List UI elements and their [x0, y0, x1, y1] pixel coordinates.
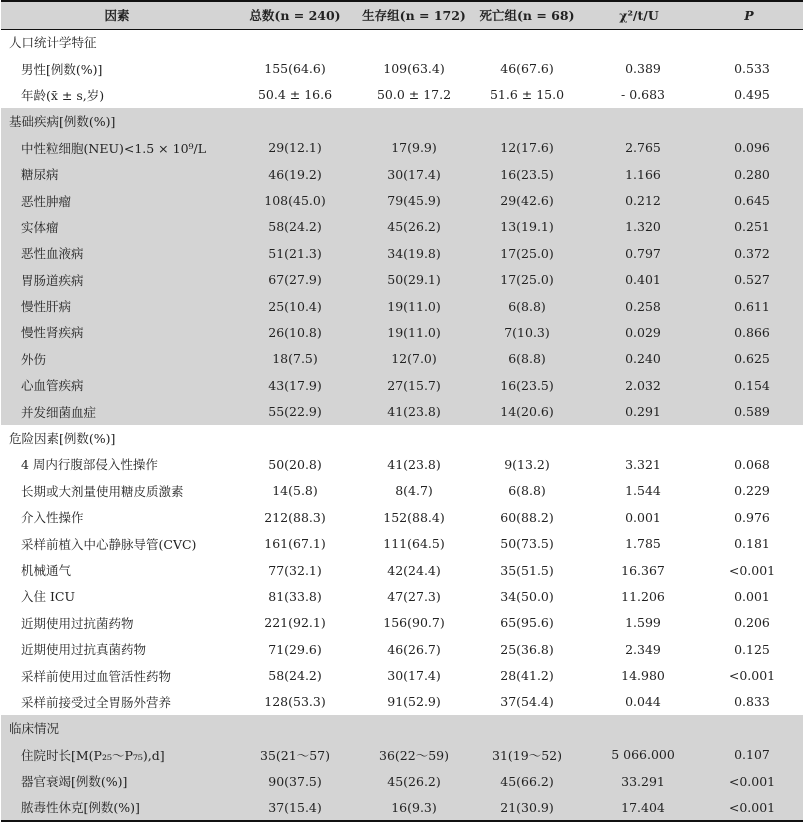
cell-survival: 30(17.4) [387, 668, 441, 684]
cell-survival: 45(26.2) [387, 773, 441, 789]
cell-total: 77(32.1) [268, 562, 322, 578]
cell-survival: 19(11.0) [387, 298, 441, 314]
cell-death: 13(19.1) [500, 219, 554, 235]
table-row [1, 267, 803, 293]
section-title: 人口统计学特征 [9, 35, 97, 51]
table-row [1, 346, 803, 372]
cell-stat: 0.797 [625, 245, 661, 261]
cell-death: 50(73.5) [500, 536, 554, 552]
cell-survival: 12(7.0) [391, 351, 437, 367]
cell-death: 65(95.6) [500, 615, 554, 631]
table-row [1, 135, 803, 161]
table-row [1, 794, 803, 820]
cell-stat: 0.044 [625, 694, 661, 710]
table-row [1, 768, 803, 794]
cell-death: 6(8.8) [508, 483, 546, 499]
cell-p: 0.589 [734, 404, 770, 420]
cell-p: <0.001 [728, 773, 776, 789]
cell-stat: 11.206 [621, 588, 665, 604]
cell-death: 9(13.2) [504, 456, 550, 472]
cell-p: 0.611 [734, 298, 770, 314]
cell-total: 81(33.8) [268, 588, 322, 604]
row-label: 采样前使用过血管活性药物 [21, 668, 172, 684]
row-label: 恶性肿瘤 [21, 193, 72, 209]
row-label: 中性粒细胞(NEU)<1.5 × 10⁹/L [21, 140, 207, 156]
cell-total: 55(22.9) [268, 404, 322, 420]
cell-stat: - 0.683 [621, 87, 665, 103]
row-label: 心血管疾病 [21, 378, 84, 394]
table-row [1, 372, 803, 398]
cell-stat: 33.291 [621, 773, 665, 789]
cell-survival: 47(27.3) [387, 588, 441, 604]
cell-survival: 41(23.8) [387, 404, 441, 420]
row-label: 胃肠道疾病 [21, 272, 84, 288]
cell-stat: 1.599 [625, 615, 661, 631]
table-row [1, 187, 803, 213]
cell-death: 16(23.5) [500, 377, 554, 393]
section-title: 基础疾病[例数(%)] [9, 114, 116, 130]
table-row [1, 636, 803, 662]
header-survival: 生存组(n = 172) [362, 8, 466, 24]
row-label: 采样前接受过全胃肠外营养 [21, 694, 172, 710]
row-label: 外伤 [21, 351, 47, 367]
cell-total: 51(21.3) [268, 245, 322, 261]
cell-p: 0.251 [734, 219, 770, 235]
cell-stat: 2.765 [625, 140, 661, 156]
header-death: 死亡组(n = 68) [479, 8, 575, 24]
cell-p: 0.625 [734, 351, 770, 367]
cell-death: 6(8.8) [508, 351, 546, 367]
row-label: 年龄(x̄ ± s,岁) [21, 87, 105, 103]
row-label: 入住 ICU [21, 589, 76, 605]
table-row [1, 82, 803, 108]
cell-death: 46(67.6) [500, 61, 554, 77]
cell-death: 17(25.0) [500, 245, 554, 261]
cell-stat: 16.367 [621, 562, 665, 578]
row-label: 并发细菌血症 [21, 404, 97, 420]
cell-stat: 17.404 [621, 799, 665, 815]
cell-survival: 16(9.3) [391, 799, 437, 815]
table-row [1, 530, 803, 556]
cell-total: 43(17.9) [268, 377, 322, 393]
cell-total: 212(88.3) [264, 509, 326, 525]
cell-p: 0.068 [734, 456, 770, 472]
cell-death: 12(17.6) [500, 140, 554, 156]
cell-death: 25(36.8) [500, 641, 554, 657]
cell-survival: 34(19.8) [387, 245, 441, 261]
cell-stat: 1.785 [625, 536, 661, 552]
cell-p: 0.527 [734, 272, 770, 288]
cell-p: <0.001 [728, 562, 776, 578]
cell-survival: 8(4.7) [395, 483, 433, 499]
table-body [1, 29, 803, 821]
table-row [1, 557, 803, 583]
cell-p: 0.096 [734, 140, 770, 156]
cell-stat: 3.321 [625, 456, 661, 472]
cell-total: 221(92.1) [264, 615, 326, 631]
cell-survival: 50(29.1) [387, 272, 441, 288]
cell-total: 128(53.3) [264, 694, 326, 710]
cell-death: 6(8.8) [508, 298, 546, 314]
cell-death: 45(66.2) [500, 773, 554, 789]
cell-p: 0.206 [734, 615, 770, 631]
cell-p: 0.645 [734, 193, 770, 209]
cell-p: 0.833 [734, 694, 770, 710]
cell-death: 21(30.9) [500, 799, 554, 815]
table-row [1, 610, 803, 636]
cell-stat: 0.258 [625, 298, 661, 314]
cell-death: 17(25.0) [500, 272, 554, 288]
row-label: 住院时长[M(P₂₅～P₇₅),d] [21, 747, 165, 763]
cell-p: 0.107 [734, 747, 770, 763]
cell-total: 14(5.8) [272, 483, 318, 499]
table-row [1, 742, 803, 768]
cell-survival: 152(88.4) [383, 509, 445, 525]
row-label: 恶性血液病 [21, 246, 84, 262]
table-row [1, 240, 803, 266]
table-row [1, 451, 803, 477]
cell-death: 7(10.3) [504, 324, 550, 340]
cell-p: 0.154 [734, 377, 770, 393]
cell-survival: 30(17.4) [387, 166, 441, 182]
cell-total: 50(20.8) [268, 456, 322, 472]
cell-survival: 46(26.7) [387, 641, 441, 657]
table-row [1, 504, 803, 530]
cell-p: 0.495 [734, 87, 770, 103]
cell-survival: 41(23.8) [387, 456, 441, 472]
cell-total: 25(10.4) [268, 298, 322, 314]
cell-total: 90(37.5) [268, 773, 322, 789]
cell-total: 58(24.2) [268, 219, 322, 235]
cell-stat: 1.320 [625, 219, 661, 235]
row-label: 机械通气 [21, 563, 72, 578]
row-label: 长期或大剂量使用糖皮质激素 [21, 483, 184, 499]
row-label: 男性[例数(%)] [21, 61, 103, 77]
row-label: 脓毒性休克[例数(%)] [21, 800, 140, 816]
table-row [1, 662, 803, 688]
cell-survival: 27(15.7) [387, 377, 441, 393]
cell-p: 0.125 [734, 641, 770, 657]
cell-total: 35(21～57) [260, 747, 330, 763]
table-row [1, 55, 803, 81]
cell-total: 18(7.5) [272, 351, 318, 367]
cell-total: 46(19.2) [268, 166, 322, 182]
row-label: 采样前植入中心静脉导管(CVC) [21, 536, 197, 552]
table-row [1, 583, 803, 609]
row-label: 4 周内行腹部侵入性操作 [21, 457, 158, 473]
row-label: 器官衰竭[例数(%)] [21, 774, 128, 790]
cell-p: 0.533 [734, 61, 770, 77]
cell-survival: 156(90.7) [383, 615, 445, 631]
cell-survival: 79(45.9) [387, 193, 441, 209]
cell-death: 35(51.5) [500, 562, 554, 578]
row-label: 慢性肝病 [21, 299, 72, 315]
table-header-row [1, 1, 803, 29]
results-table [1, 0, 803, 822]
section-header-row [1, 715, 803, 741]
cell-p: <0.001 [728, 799, 776, 815]
cell-total: 50.4 ± 16.6 [257, 87, 333, 103]
cell-p: 0.372 [734, 245, 770, 261]
cell-p: 0.229 [734, 483, 770, 499]
section-header-row [1, 108, 803, 134]
table-row [1, 319, 803, 345]
cell-stat: 0.029 [625, 324, 661, 340]
cell-stat: 2.032 [625, 377, 661, 393]
cell-survival: 36(22～59) [379, 747, 449, 763]
cell-survival: 17(9.9) [391, 140, 437, 156]
section-header-row [1, 29, 803, 55]
cell-p: 0.280 [734, 166, 770, 182]
cell-stat: 0.001 [625, 509, 661, 525]
cell-stat: 0.389 [625, 61, 661, 77]
section-header-row [1, 425, 803, 451]
cell-survival: 109(63.4) [383, 61, 445, 77]
header-total: 总数(n = 240) [249, 8, 341, 24]
cell-p: 0.001 [734, 588, 770, 604]
cell-death: 60(88.2) [500, 509, 554, 525]
cell-stat: 1.166 [625, 166, 661, 182]
section-title: 危险因素[例数(%)] [9, 431, 116, 447]
cell-total: 161(67.1) [264, 536, 326, 552]
table-row [1, 161, 803, 187]
table-row [1, 689, 803, 715]
cell-stat: 0.212 [625, 193, 661, 209]
table-row [1, 214, 803, 240]
header-factor: 因素 [104, 8, 130, 24]
cell-p: <0.001 [728, 668, 776, 684]
cell-total: 67(27.9) [268, 272, 322, 288]
cell-survival: 111(64.5) [383, 536, 445, 552]
header-p: P [744, 7, 754, 23]
row-label: 慢性肾疾病 [21, 325, 84, 341]
cell-survival: 42(24.4) [387, 562, 441, 578]
row-label: 介入性操作 [21, 510, 84, 526]
cell-p: 0.976 [734, 509, 770, 525]
cell-stat: 1.544 [625, 483, 661, 499]
row-label: 实体瘤 [21, 219, 59, 235]
cell-stat: 5 066.000 [611, 747, 675, 763]
cell-death: 34(50.0) [500, 588, 554, 604]
cell-death: 29(42.6) [500, 193, 554, 209]
cell-total: 37(15.4) [268, 799, 322, 815]
section-title: 临床情况 [9, 721, 60, 737]
cell-survival: 91(52.9) [387, 694, 441, 710]
row-label: 近期使用过抗菌药物 [21, 615, 134, 631]
cell-survival: 19(11.0) [387, 324, 441, 340]
row-label: 糖尿病 [21, 167, 59, 183]
cell-total: 29(12.1) [268, 140, 322, 156]
cell-total: 155(64.6) [264, 61, 326, 77]
cell-total: 108(45.0) [264, 193, 326, 209]
cell-stat: 0.291 [625, 404, 661, 420]
cell-stat: 0.401 [625, 272, 661, 288]
cell-death: 31(19～52) [492, 747, 562, 763]
cell-stat: 0.240 [625, 351, 661, 367]
table-row [1, 293, 803, 319]
cell-stat: 14.980 [621, 668, 665, 684]
cell-death: 28(41.2) [500, 668, 554, 684]
cell-death: 37(54.4) [500, 694, 554, 710]
cell-p: 0.181 [734, 536, 770, 552]
cell-total: 58(24.2) [268, 668, 322, 684]
cell-p: 0.866 [734, 324, 770, 340]
table-row [1, 398, 803, 424]
cell-death: 51.6 ± 15.0 [489, 87, 565, 103]
cell-survival: 45(26.2) [387, 219, 441, 235]
cell-total: 71(29.6) [268, 641, 322, 657]
cell-stat: 2.349 [625, 641, 661, 657]
cell-survival: 50.0 ± 17.2 [376, 87, 452, 103]
header-stat: χ²/t/U [619, 7, 659, 23]
cell-total: 26(10.8) [268, 324, 322, 340]
row-label: 近期使用过抗真菌药物 [21, 642, 147, 658]
table-row [1, 478, 803, 504]
cell-death: 14(20.6) [500, 404, 554, 420]
cell-death: 16(23.5) [500, 166, 554, 182]
